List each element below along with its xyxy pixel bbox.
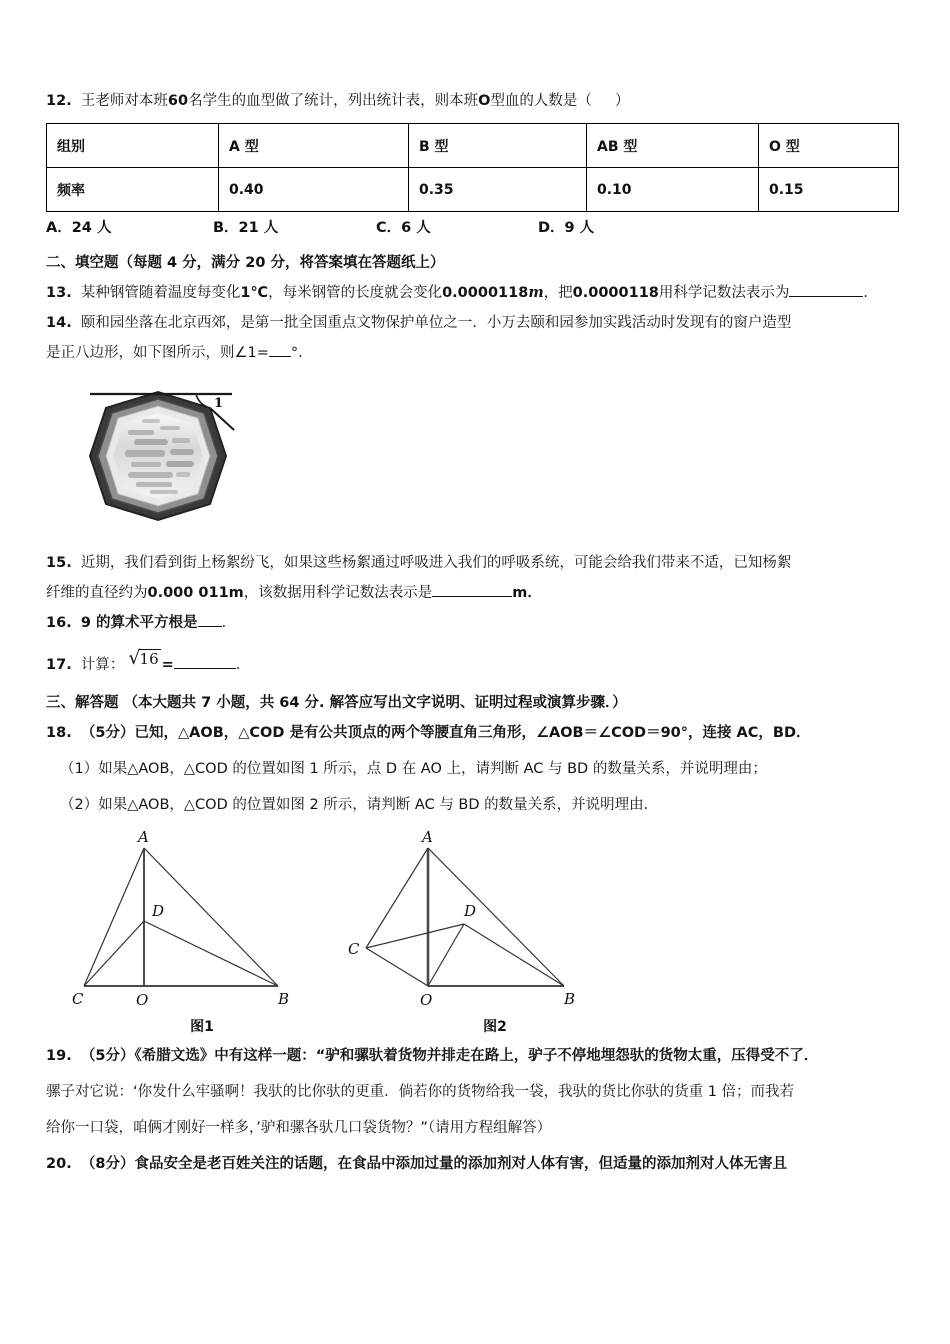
frequency-type-o: 0.15	[759, 168, 899, 212]
octagonal-window-svg	[62, 378, 262, 528]
question-13-number: 13	[46, 285, 67, 301]
fig2-segment-DB	[464, 924, 564, 986]
fig1-segment-AC	[84, 848, 144, 986]
table-row	[47, 168, 899, 212]
question-16-dot: .	[66, 615, 72, 631]
question-17-equals: =	[161, 657, 174, 673]
question-12-stem-b: 名学生的血型做了统计，列出统计表，则本班	[188, 93, 479, 109]
fig2-label-A: A	[422, 828, 433, 846]
figure-1-svg	[66, 826, 316, 1016]
question-12-stem-d: ）	[614, 93, 630, 109]
question-20-text-line-1: 食品安全是老百姓关注的话题，在食品中添加过量的添加剂对人体有害，但适量的添加剂对人体无害且	[134, 1156, 788, 1172]
choice-b: B．21 人	[213, 220, 279, 236]
table-row-label-frequency: 频率	[47, 168, 219, 212]
fig2-segment-CD	[366, 924, 464, 948]
table-header-type-b: B 型	[409, 124, 587, 168]
question-17-answer-blank[interactable]	[174, 668, 236, 669]
question-18-number: 18	[46, 725, 67, 741]
question-17-text: 计算：	[80, 657, 125, 673]
question-20-dot: .	[66, 1156, 72, 1172]
section-2-heading: 二、填空题（每题 4 分，满分 20 分，将答案填在答题纸上）	[46, 255, 445, 271]
table-header-type-o: O 型	[759, 124, 899, 168]
fig1-label-D: D	[152, 902, 165, 920]
question-15-number: 15	[46, 555, 67, 571]
choice-a: A．24 人	[46, 220, 112, 236]
question-19-points: （5分）	[80, 1048, 135, 1064]
figure-1	[66, 826, 316, 1036]
question-12-choices	[46, 216, 906, 246]
question-13-tail: ．	[863, 285, 878, 301]
question-14-dot: .	[66, 315, 72, 331]
question-15-text-line-1: 近期，我们看到街上杨絮纷飞，如果这些杨絮通过呼吸进入我们的呼吸系统，可能会给我们带来不适，已知杨絮	[80, 555, 792, 571]
fig1-segment-DC	[84, 921, 144, 986]
spacer-after-octagon	[46, 534, 906, 548]
question-18-part-1: （1）如果△AOB，△COD 的位置如图 1 所示，点 D 在 AO 上，请判断 AC 与 BD 的数量关系，并说明理由；	[60, 761, 767, 777]
question-17	[46, 644, 906, 680]
question-14-number: 14	[46, 315, 67, 331]
frequency-type-b: 0.35	[409, 168, 587, 212]
fig1-segment-DB	[144, 921, 278, 986]
square-root-expression	[128, 644, 160, 674]
question-16-text: 9 的算术平方根是	[80, 615, 198, 631]
question-15-dot: .	[66, 555, 72, 571]
fig2-segment-AC	[366, 848, 428, 948]
choice-d: D．9 人	[538, 220, 595, 236]
radicand-value: 16	[139, 650, 159, 668]
choice-c: C．6 人	[376, 220, 431, 236]
question-12-dot: .	[66, 93, 72, 109]
question-12-number: 12	[46, 93, 67, 109]
question-13-unit: m	[528, 284, 544, 301]
fig1-label-C: C	[72, 990, 84, 1008]
question-15-answer-blank[interactable]	[432, 596, 512, 597]
question-16	[46, 608, 906, 638]
figure-2-caption: 图2	[483, 1019, 507, 1035]
question-14-text-line-1: 颐和园坐落在北京西郊，是第一批全国重点文物保护单位之一．小万去颐和园参加实践活动时发现有的窗户造型	[80, 315, 792, 331]
question-19-line-3: 给你一口袋，咱俩才刚好一样多，’驴和骡各驮几口袋货物？”（请用方程组解答）	[46, 1120, 552, 1136]
question-18-dot: .	[66, 725, 72, 741]
question-15-text-line-2b: ，该数据用科学记数法表示是	[243, 585, 433, 601]
question-13-text-c: ，把	[543, 285, 573, 301]
fig2-segment-CO	[366, 948, 428, 986]
question-20-points: （8分）	[80, 1156, 135, 1172]
question-15-diameter-value: 0.000 011m	[147, 585, 244, 601]
fig2-label-C: C	[348, 940, 360, 958]
question-18-part-2: （2）如果△AOB，△COD 的位置如图 2 所示，请判断 AC 与 BD 的数量关系，并说明理由．	[60, 797, 659, 813]
fig1-segment-AB	[144, 848, 278, 986]
table-header-type-a: A 型	[219, 124, 409, 168]
question-16-number: 16	[46, 615, 67, 631]
question-19-dot: .	[66, 1048, 72, 1064]
question-12-student-count: 60	[167, 93, 189, 109]
question-19-text-line-1: 《希腊文选》中有这样一题：“驴和骡驮着货物并排走在路上，驴子不停地埋怨驮的货物太重，压得受不了．	[134, 1048, 819, 1064]
question-13-answer-blank[interactable]	[789, 296, 863, 297]
figure-1-caption: 图1	[190, 1019, 214, 1035]
question-16-tail: ．	[221, 615, 237, 631]
fig1-label-O: O	[136, 991, 149, 1009]
question-19-line-2: 骡子对它说：‘你发什么牢骚啊！我驮的比你驮的更重．倘若你的货物给我一袋，我驮的货比你驮的货重 1 倍；而我若	[46, 1084, 795, 1100]
question-12-stem-a: 王老师对本班	[80, 93, 168, 109]
question-12-stem	[46, 88, 906, 114]
question-14-answer-blank[interactable]	[269, 356, 291, 357]
fig1-label-A: A	[138, 828, 149, 846]
question-20-number: 20	[46, 1156, 67, 1172]
fig2-label-D: D	[464, 902, 477, 920]
fig2-label-B: B	[564, 990, 576, 1008]
question-13-value-2: 0.0000118	[572, 285, 659, 301]
question-14-line-1	[46, 308, 906, 338]
question-18-figures	[46, 826, 906, 1041]
question-20-line-1	[46, 1149, 906, 1179]
question-13-text-d: 用科学记数法表示为	[658, 285, 790, 301]
question-15-unit: m．	[512, 585, 542, 601]
question-14-text-line-2a: 是正八边形，如下图所示，则∠1=	[46, 345, 269, 361]
question-19-line-1	[46, 1041, 906, 1071]
fig2-label-O: O	[420, 991, 433, 1009]
table-header-group: 组别	[47, 124, 219, 168]
question-13-dot: .	[66, 285, 72, 301]
radical-sign: √	[128, 647, 141, 669]
fig1-label-B: B	[278, 990, 290, 1008]
question-12-blood-type: O	[478, 93, 491, 109]
fig2-segment-AB	[428, 848, 564, 986]
table-header-type-ab: AB 型	[587, 124, 759, 168]
question-13-value-1: 0.0000118	[442, 285, 529, 301]
question-17-number: 17	[46, 657, 67, 673]
question-15-text-line-2a: 纤维的直径约为	[46, 585, 148, 601]
blood-type-statistics-table	[46, 123, 899, 212]
question-14-text-line-2b: °．	[290, 345, 313, 361]
octagonal-window-figure	[62, 378, 262, 528]
question-16-answer-blank[interactable]	[198, 626, 222, 627]
fig2-segment-DO	[428, 924, 464, 986]
question-19-number: 19	[46, 1048, 67, 1064]
question-15-line-2	[46, 578, 906, 608]
question-18-points: （5分）	[80, 725, 135, 741]
figure-2	[346, 826, 606, 1036]
question-13-text-a: 某种钢管随着温度每变化	[80, 285, 241, 301]
frequency-type-ab: 0.10	[587, 168, 759, 212]
frequency-type-a: 0.40	[219, 168, 409, 212]
question-14-line-2	[46, 338, 906, 368]
question-17-tail: ．	[235, 657, 251, 673]
section-3-heading: 三、解答题 （本大题共 7 小题，共 64 分. 解答应写出文字说明、证明过程或演算步骤．）	[46, 695, 627, 711]
question-13-temperature: 1℃	[240, 285, 269, 301]
question-12-stem-c: 型血的人数是（	[490, 93, 592, 109]
spacer-before-section-3	[46, 680, 906, 686]
question-15-line-1	[46, 548, 906, 578]
table-header-row	[47, 124, 899, 168]
question-13	[46, 278, 906, 308]
question-17-dot: .	[66, 657, 72, 673]
figure-2-svg	[346, 826, 606, 1016]
angle-1-label: 1	[214, 396, 224, 411]
question-18-stem	[46, 718, 906, 748]
question-18-stem-text: 已知，△AOB，△COD 是有公共顶点的两个等腰直角三角形，∠AOB＝∠COD＝90°，连接 AC，BD．	[134, 725, 811, 741]
question-13-text-b: ，每米钢管的长度就会变化	[268, 285, 443, 301]
page-content	[46, 88, 906, 1179]
